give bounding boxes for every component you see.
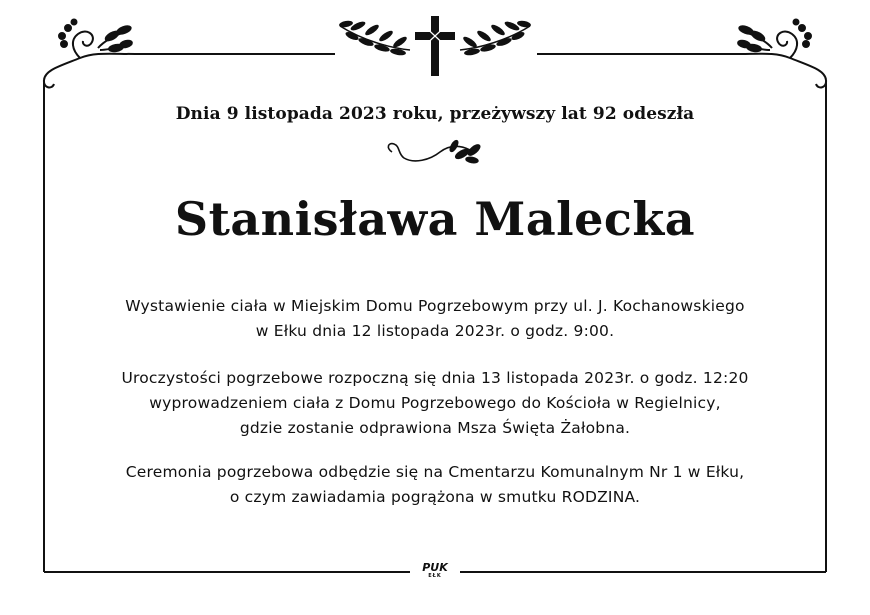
paragraph-line: Ceremonia pogrzebowa odbędzie się na Cmentarzu Komunalnym Nr 1 w Ełku,: [125, 463, 745, 481]
paragraph-line: wyprowadzeniem ciała z Domu Pogrzebowego do Kościoła w Regielnicy,: [149, 394, 721, 412]
puk-logo: [418, 562, 452, 579]
paragraph-line: w Ełku dnia 12 listopada 2023r. o godz. 9:00.: [255, 322, 615, 340]
floral-corner-left-icon: [44, 20, 135, 96]
paragraph-line: Wystawienie ciała w Miejskim Domu Pogrzebowym przy ul. J. Kochanowskiego: [125, 297, 745, 315]
logo-subtext: EŁK: [428, 573, 442, 579]
viewing-paragraph: [40, 294, 830, 344]
burial-paragraph: [40, 460, 830, 510]
paragraph-line: o czym zawiadamia pogrążona w smutku RODZINA.: [229, 488, 641, 506]
cross-with-laurel-icon: [339, 16, 532, 76]
logo-text: PUK: [422, 561, 448, 574]
death-announcement-line: Dnia 9 listopada 2023 roku, przeżywszy lat 92 odeszła: [175, 104, 695, 124]
ceremony-paragraph: [40, 366, 830, 441]
paragraph-line: Uroczystości pogrzebowe rozpoczną się dnia 13 listopada 2023r. o godz. 12:20: [121, 369, 749, 387]
paragraph-line: gdzie zostanie odprawiona Msza Święta Żałobna.: [239, 419, 631, 437]
deceased-name: Stanisława Malecka: [174, 192, 696, 246]
leaf-swirl-divider-icon: [388, 140, 481, 164]
floral-corner-right-icon: [735, 20, 826, 96]
